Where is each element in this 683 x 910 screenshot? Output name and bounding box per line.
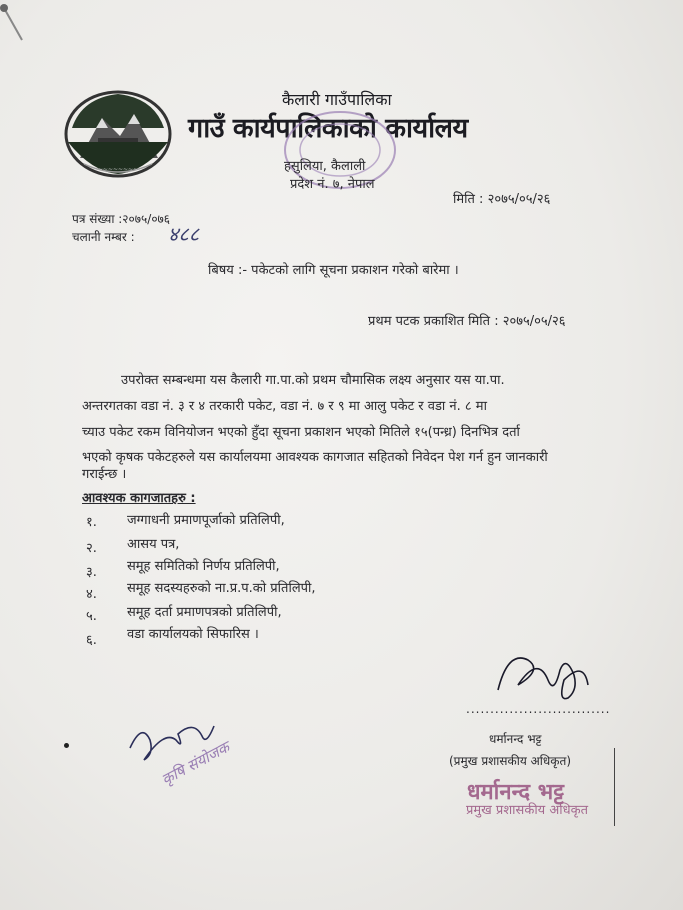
req-item-5: समूह दर्ता प्रमाणपत्रको प्रतिलिपी, — [127, 605, 282, 620]
body-line-1: उपरोक्त सम्बन्धमा यस कैलारी गा.पा.को प्रथम चौमासिक लक्ष्य अनुसार यस या.पा. — [121, 373, 505, 388]
signatory-role: (प्रमुख प्रशासकीय अधिकृत) — [449, 754, 572, 768]
subject-line: बिषय :- पकेटको लागि सूचना प्रकाशन गरेको बारेमा । — [208, 263, 459, 278]
dispatch-number-handwritten: ४८८ — [168, 222, 200, 246]
req-num-4: ४. — [86, 587, 97, 602]
officer-role-stamp: प्रमुख प्रशासकीय अधिकृत — [466, 803, 589, 818]
req-num-1: १. — [86, 515, 97, 530]
body-line-5: गराईन्छ । — [82, 467, 127, 482]
req-item-4: समूह सदस्यहरुको ना.प्र.प.को प्रतिलिपी, — [127, 581, 316, 596]
coordinator-stamp: कृषि संयोजक — [158, 738, 233, 789]
body-line-3: च्याउ पकेट रकम विनियोजन भएको हुँदा सूचना प्रकाशन भएको मितिले १५(पन्ध्र) दिनभित्र दर्ता — [82, 425, 520, 440]
letter-date: मिति : २०७५/०५/२६ — [453, 192, 551, 207]
dispatch-number-label: चलानी नम्बर : — [72, 230, 135, 244]
officer-name-stamp: धर्मानन्द भट्ट — [467, 780, 564, 805]
svg-text:~~~~~~~~: ~~~~~~~~ — [97, 166, 139, 173]
nepal-emblem-logo — [62, 88, 174, 180]
ink-dot — [64, 743, 69, 748]
letter-number: पत्र संख्या :२०७५/०७६ — [72, 212, 171, 226]
req-item-6: वडा कार्यालयको सिफारिस । — [127, 627, 259, 642]
req-item-3: समूह समितिको निर्णय प्रतिलिपी, — [127, 559, 280, 574]
req-item-1: जग्गाधनी प्रमाणपूर्जाको प्रतिलिपी, — [127, 513, 285, 528]
published-date: प्रथम पटक प्रकाशित मिति : २०७५/०५/२६ — [368, 314, 566, 329]
province-line: प्रदेश नं. ७, नेपाल — [290, 177, 375, 192]
officer-signature — [488, 640, 598, 710]
req-num-6: ६. — [86, 633, 97, 648]
requirements-heading: आवश्यक कागजातहरु : — [82, 491, 196, 506]
signatory-name: धर्मानन्द भट्ट — [489, 732, 542, 746]
body-line-4: भएको कृषक पकेटहरुले यस कार्यालयमा आवश्यक कागजात सहितको निवेदन पेश गर्न हुन जानकारी — [82, 450, 548, 465]
req-num-5: ५. — [86, 609, 97, 624]
location-line: हसुलिया, कैलाली — [284, 159, 366, 174]
signature-dotted-line: .............................. — [466, 702, 611, 716]
office-title: गाउँ कार्यपालिकाको कार्यालय — [188, 113, 468, 144]
pin-mark — [0, 0, 40, 50]
stamp-side-line — [614, 748, 615, 826]
body-line-2: अन्तरगतका वडा नं. ३ र ४ तरकारी पकेट, वडा नं. ७ र ९ मा आलु पकेट र वडा नं. ८ मा — [82, 399, 487, 414]
req-item-2: आसय पत्र, — [127, 537, 180, 552]
req-num-2: २. — [86, 541, 97, 556]
municipality-name: कैलारी गाउँपालिका — [282, 90, 392, 109]
req-num-3: ३. — [86, 565, 97, 580]
